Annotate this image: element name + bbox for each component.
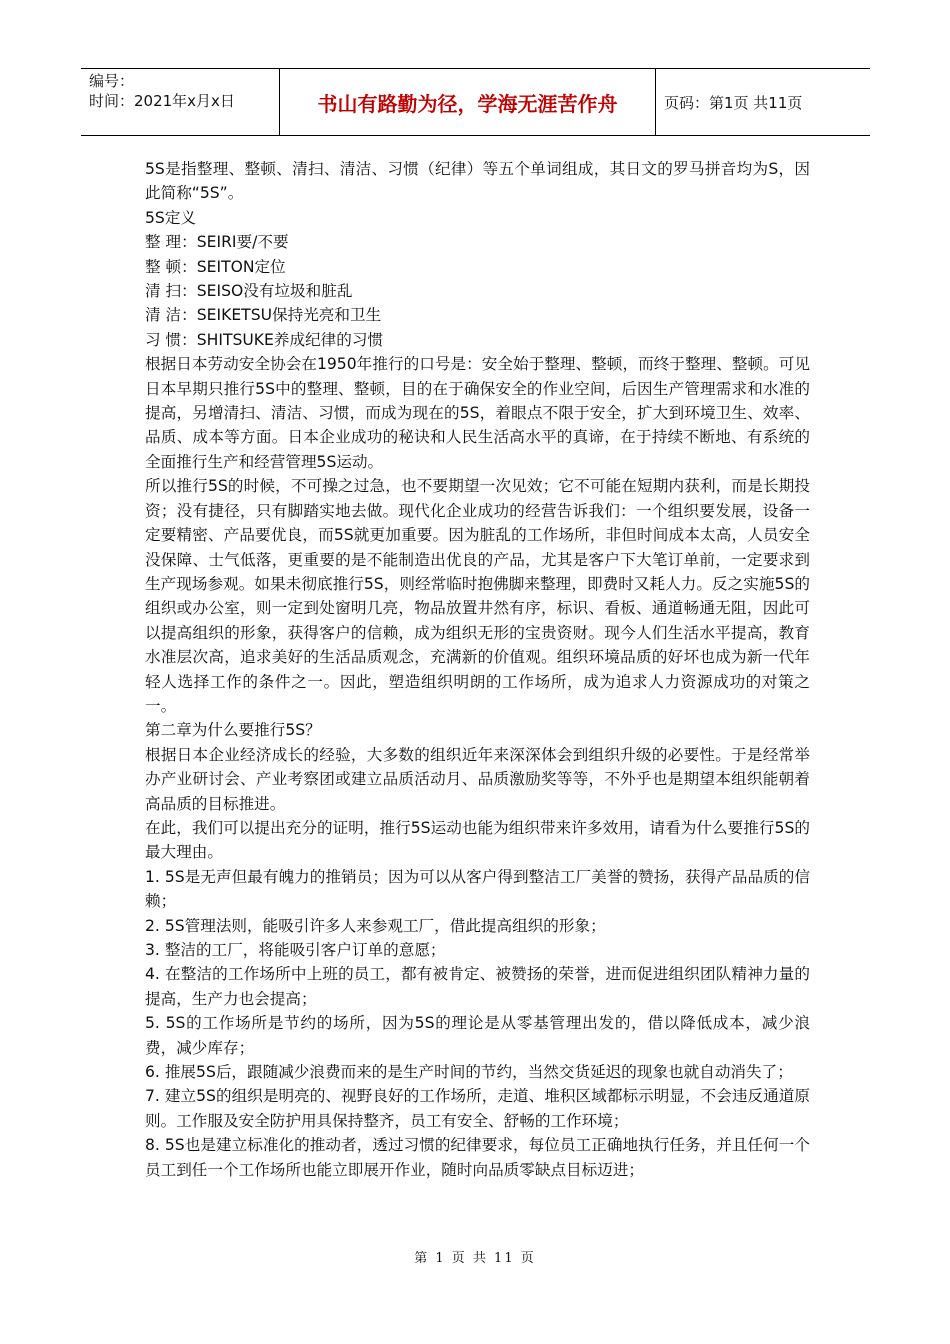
list-item: 8. 5S也是建立标准化的推动者，透过习惯的纪律要求，每位员工正确地执行任务，并且任何一个员工到任一个工作场所也能立即展开作业，随时向品质零缺点目标迈进； <box>145 1136 810 1179</box>
header-meta <box>81 69 280 135</box>
definition-line: 整 理：SEIRI要/不要 <box>145 233 289 252</box>
definition-line: 清 扫：SEISO没有垃圾和脏乱 <box>145 282 353 301</box>
page-footer: 第 1 页 共 11 页 <box>414 1251 536 1266</box>
paragraph: 根据日本企业经济成长的经验，大多数的组织近年来深深体会到组织升级的必要性。于是经常举办产业研讨会、产业考察团或建立品质活动月、品质激励奖等等，不外乎也是期望本组织能朝着高品质的目标推进。 <box>145 745 810 813</box>
list-item: 3. 整洁的工厂，将能吸引客户订单的意愿； <box>145 941 446 959</box>
paragraph: 5S是指整理、整顿、清扫、清洁、习惯（纪律）等五个单词组成，其日文的罗马拼音均为S，因此简称“5S”。 <box>145 160 810 203</box>
paragraph: 在此，我们可以提出充分的证明，推行5S运动也能为组织带来许多效用，请看为什么要推行5S的最大理由。 <box>145 818 810 862</box>
list-item: 4. 在整洁的工作场所中上班的员工，都有被肯定、被赞扬的荣誉，进而促进组织团队精神力量的提高，生产力也会提高； <box>145 965 810 1008</box>
header-page-label: 页码：第1页 共11页 <box>664 93 803 112</box>
list-item: 6. 推展5S后，跟随减少浪费而来的是生产时间的节约，当然交货延迟的现象也就自动消失了； <box>145 1063 793 1082</box>
list-item: 2. 5S管理法则，能吸引许多人来参观工厂，借此提高组织的形象； <box>145 916 606 935</box>
paragraph: 根据日本劳动安全协会在1950年推行的口号是：安全始于整理、整顿，而终于整理、整顿。可见日本早期只推行5S中的整理、整顿，目的在于确保安全的作业空间，后因生产管理需求和水准的提高，另增清扫、清洁、习惯，而成为现在的5S，着眼点不限于安全，扩大到环境卫生、效率、品质、成本等方面。日本企业成功的秘诀和人民生活高水平的真谛，在于持续不断地、有系统的全面推行生产和经营管理5S运动。 <box>145 355 810 471</box>
page-header <box>81 68 870 136</box>
definition-line: 习 惯：SHITSUKE养成纪律的习惯 <box>145 330 384 349</box>
chapter-heading: 第二章为什么要推行5S？ <box>145 721 321 740</box>
header-motto: 书山有路勤为径，学海无涯苦作舟 <box>280 69 656 135</box>
list-item: 5. 5S的工作场所是节约的场所，因为5S的理论是从零基管理出发的，借以降低成本，减少浪费，减少库存； <box>145 1014 810 1057</box>
definition-line: 清 洁：SEIKETSU保持光亮和卫生 <box>145 306 382 325</box>
list-item: 7. 建立5S的组织是明亮的、视野良好的工作场所，走道、堆积区域都标示明显，不会违反通道原则。工作服及安全防护用具保持整齐，员工有安全、舒畅的工作环境； <box>145 1087 810 1130</box>
paragraph: 所以推行5S的时候，不可操之过急，也不要期望一次见效；它不可能在短期内获利，而是长期投资；没有捷径，只有脚踏实地去做。现代化企业成功的经营告诉我们：一个组织要发展，设备一定要精密、产品要优良，而5S就更加重要。因为脏乱的工作场所，非但时间成本太高，人员安全没保障、士气低落，更重要的是不能制造出优良的产品，尤其是客户下大笔订单前，一定要求到生产现场参观。如果未彻底推行5S，则经常临时抱佛脚来整理，即费时又耗人力。反之实施5S的组织或办公室，则一定到处窗明几亮，物品放置井然有序，标识、看板、通道畅通无阻，因此可以提高组织的形象，获得客户的信赖，成为组织无形的宝贵资财。现今人们生活水平提高，教育水准层次高，追求美好的生活品质观念，充满新的价值观。组织环境品质的好坏也成为新一代年轻人选择工作的条件之一。因此，塑造组织明朗的工作场所，成为追求人力资源成功的对策之一。 <box>145 477 810 715</box>
document-body <box>145 157 810 1182</box>
document-time-label: 时间：2021年x月x日 <box>89 92 235 110</box>
list-item: 1. 5S是无声但最有魄力的推销员；因为可以从客户得到整洁工厂美誉的赞扬，获得产品品质的信赖； <box>145 867 810 911</box>
document-number-label: 编号： <box>89 72 135 90</box>
section-heading: 5S定义 <box>145 208 197 227</box>
definition-line: 整 顿：SEITON定位 <box>145 257 286 276</box>
